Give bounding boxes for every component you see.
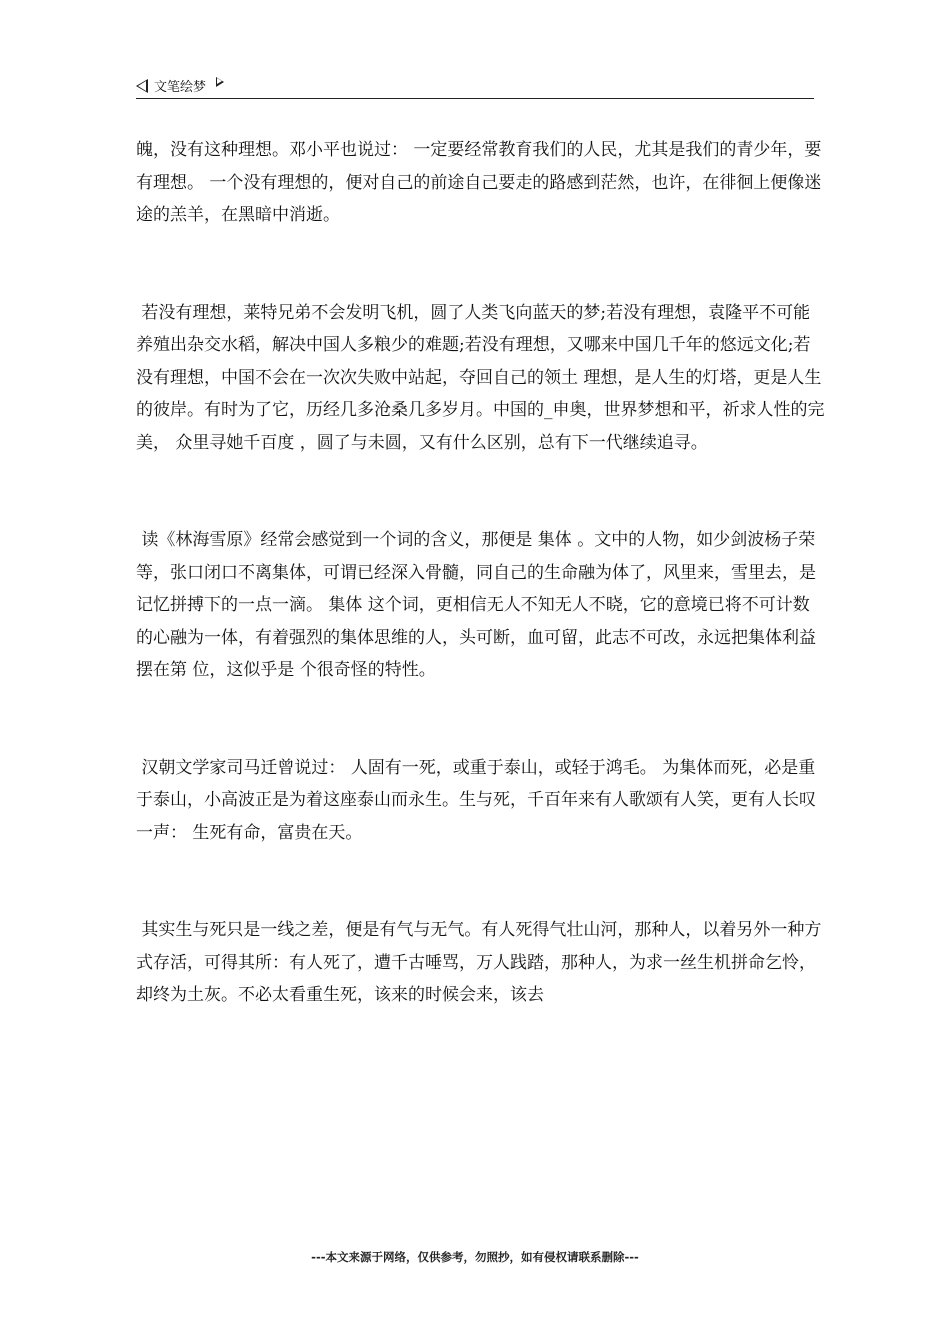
paragraph: 读《林海雪原》经常会感觉到一个词的含义，那便是 集体 。文中的人物，如少剑波杨子荣等，张口闭口不离集体，可谓已经深入骨髓，同自己的生命融为体了，风里来，雪里去，是记忆拼搏下的一点一滴。 集体 这个词，更相信无人不知无人不晓，它的意境已将不可计数的心融为一体，有着强烈的集体思维的人，头可断，血可留，此志不可改，永远把集体利益摆在第 位，这似乎是 个很奇怪的特性。	[136, 530, 816, 680]
page-header	[136, 72, 814, 99]
paragraph: 若没有理想，莱特兄弟不会发明飞机，圆了人类飞向蓝天的梦;若没有理想，袁隆平不可能养殖出杂交水稻，解决中国人多粮少的难题;若没有理想，又哪来中国几千年的悠远文化;若没有理想，中国不会在一次次失败中站起，夺回自己的领土 理想，是人生的灯塔，更是人生的彼岸。有时为了它，历经几多沧桑几多岁月。中国的_申奥，世界梦想和平，祈求人性的完美， 众里寻她千百度 ，圆了与未圆，又有什么区别，总有下一代继续追寻。	[136, 302, 825, 453]
brand-name: 文笔绘梦	[154, 80, 207, 95]
paragraph: 汉朝文学家司马迁曾说过： 人固有一死，或重于泰山，或轻于鸿毛。 为集体而死，必是重于泰山，小高波正是为着这座泰山而永生。生与死，千百年来有人歌颂有人笑，更有人长叹一声： 生死有命，富贵在天。	[136, 757, 816, 843]
paragraph: 其实生与死只是一线之差，便是有气与无气。有人死得气壮山河，那种人，以着另外一种方式存活，可得其所：有人死了，遭千古唾骂，万人践踏，那种人，为求一丝生机拼命乞怜，却终为土灰。不必太看重生死，该来的时候会来，该去	[136, 920, 822, 1005]
triangle-left-icon	[136, 79, 148, 93]
brand	[136, 76, 224, 95]
page-footer: ---本文来源于网络，仅供参考，勿照抄，如有侵权请联系删除---	[311, 1250, 639, 1264]
document-body	[136, 134, 826, 1012]
paragraph: 魄，没有这种理想。邓小平也说过： 一定要经常教育我们的人民，尤其是我们的青少年，要有理想。 一个没有理想的，便对自己的前途自己要走的路感到茫然，也许，在徘徊上便像迷途的羔羊，在黑暗中消逝。	[136, 140, 822, 225]
triangle-right-icon	[216, 77, 224, 87]
